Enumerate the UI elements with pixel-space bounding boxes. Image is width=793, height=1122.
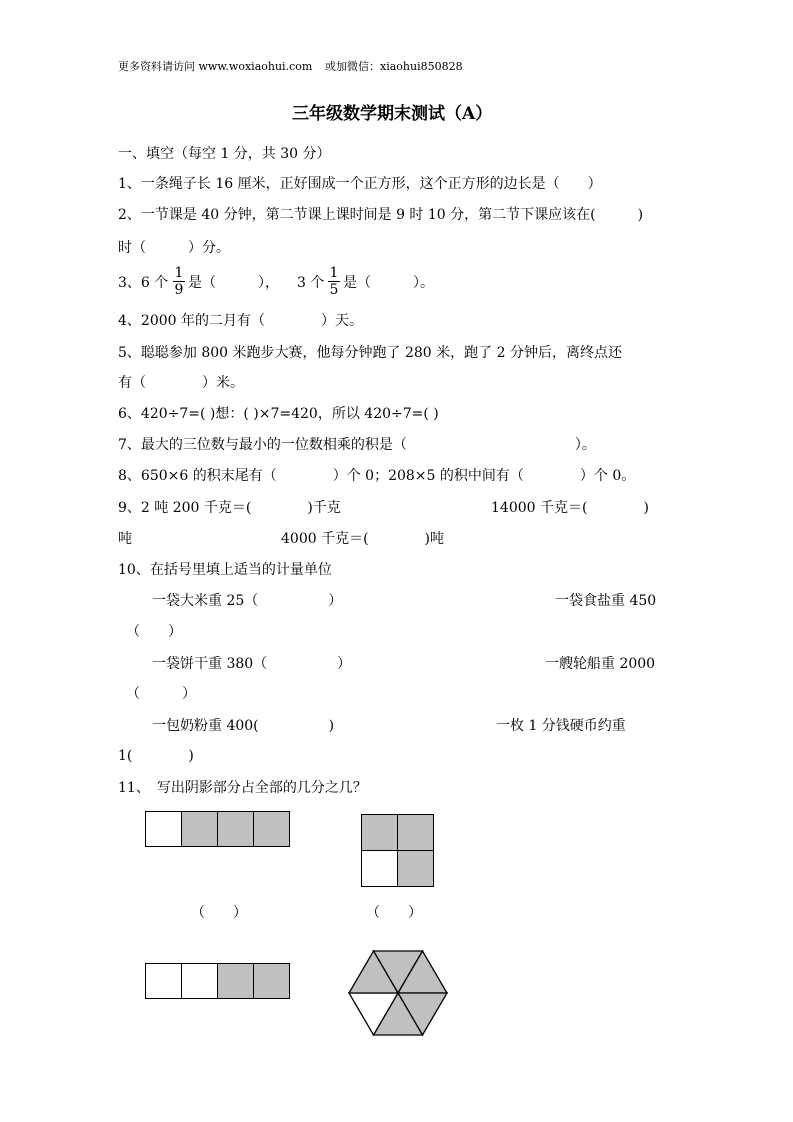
bar-cell bbox=[253, 811, 290, 847]
question-10-ship-blank: （ ） bbox=[126, 686, 196, 702]
question-10-rice: 一袋大米重 25（ ） bbox=[152, 593, 343, 609]
question-10-ship: 一艘轮船重 2000 bbox=[545, 656, 656, 672]
question-10-salt: 一袋食盐重 450 bbox=[555, 593, 657, 609]
question-8: 8、650×6 的积末尾有（ ）个 0；208×5 的积中间有（ ）个 0。 bbox=[118, 468, 636, 484]
question-5-line2: 有（ ）米。 bbox=[118, 375, 244, 391]
question-10-biscuit: 一袋饼干重 380（ ） bbox=[152, 656, 352, 672]
question-3b-suffix: 是（ ）。 bbox=[343, 275, 434, 291]
question-3a-prefix: 3、6 个 bbox=[118, 275, 169, 291]
header-wechat: 或加微信：xiaohui850828 bbox=[325, 60, 463, 73]
grid-cell bbox=[397, 850, 434, 887]
question-9c: 吨 bbox=[118, 531, 132, 547]
question-10-coin: 一枚 1 分钱硬币约重 bbox=[496, 718, 626, 734]
fraction-numerator: 1 bbox=[174, 265, 184, 281]
fraction-denominator: 5 bbox=[329, 282, 339, 298]
question-10-milk: 一包奶粉重 400( ) bbox=[152, 718, 335, 734]
bar-cell bbox=[217, 963, 254, 999]
question-9b: 14000 千克＝( ) bbox=[491, 500, 649, 516]
question-2-line1: 2、一节课是 40 分钟，第二节课上课时间是 9 时 10 分，第二节下课应该在( ) bbox=[118, 207, 644, 223]
question-6: 6、420÷7=( )想：( )×7=420，所以 420÷7=( ) bbox=[118, 406, 439, 422]
page-title: 三年级数学期末测试（A） bbox=[292, 104, 493, 124]
question-10-title: 10、在括号里填上适当的计量单位 bbox=[118, 562, 332, 578]
question-2-line2: 时（ ）分。 bbox=[118, 240, 230, 256]
question-4: 4、2000 年的二月有（ ）天。 bbox=[118, 313, 363, 329]
question-3a-suffix: 是（ ）， bbox=[188, 275, 279, 291]
question-1: 1、一条绳子长 16 厘米，正好围成一个正方形，这个正方形的边长是（ ） bbox=[118, 176, 602, 192]
question-5-line1: 5、聪聪参加 800 米跑步大赛，他每分钟跑了 280 米，跑了 2 分钟后，离终点还 bbox=[118, 345, 622, 361]
fraction-numerator: 1 bbox=[329, 265, 339, 281]
bar-cell bbox=[253, 963, 290, 999]
bar-cell bbox=[217, 811, 254, 847]
bar-cell bbox=[145, 963, 182, 999]
question-10-salt-blank: （ ） bbox=[126, 624, 182, 640]
grid-cell bbox=[361, 850, 398, 887]
bar-cell bbox=[181, 811, 218, 847]
question-11-title: 11、 写出阴影部分占全部的几分之几？ bbox=[118, 780, 367, 796]
section-heading: 一、填空（每空 1 分，共 30 分） bbox=[118, 146, 331, 162]
answer-blank-2: （ ） bbox=[366, 905, 422, 921]
fraction-one-fifth bbox=[328, 266, 340, 297]
question-10-coin-blank: 1( ) bbox=[118, 748, 194, 764]
question-3b-prefix: 3 个 bbox=[297, 275, 325, 291]
fraction-one-ninth bbox=[173, 266, 185, 297]
grid-cell bbox=[397, 814, 434, 851]
bar-cell bbox=[181, 963, 218, 999]
bar-cell bbox=[145, 811, 182, 847]
question-9d: 4000 千克＝( )吨 bbox=[281, 531, 445, 547]
grid-cell bbox=[361, 814, 398, 851]
shaded-hexagon-figure bbox=[347, 948, 449, 1038]
question-9a: 9、2 吨 200 千克＝( )千克 bbox=[118, 500, 341, 516]
question-7: 7、最大的三位数与最小的一位数相乘的积是（ ）。 bbox=[118, 437, 596, 453]
fraction-denominator: 9 bbox=[174, 282, 184, 298]
answer-blank-1: （ ） bbox=[191, 905, 247, 921]
header-site: 更多资料请访问 www.woxiaohui.com bbox=[118, 60, 313, 73]
